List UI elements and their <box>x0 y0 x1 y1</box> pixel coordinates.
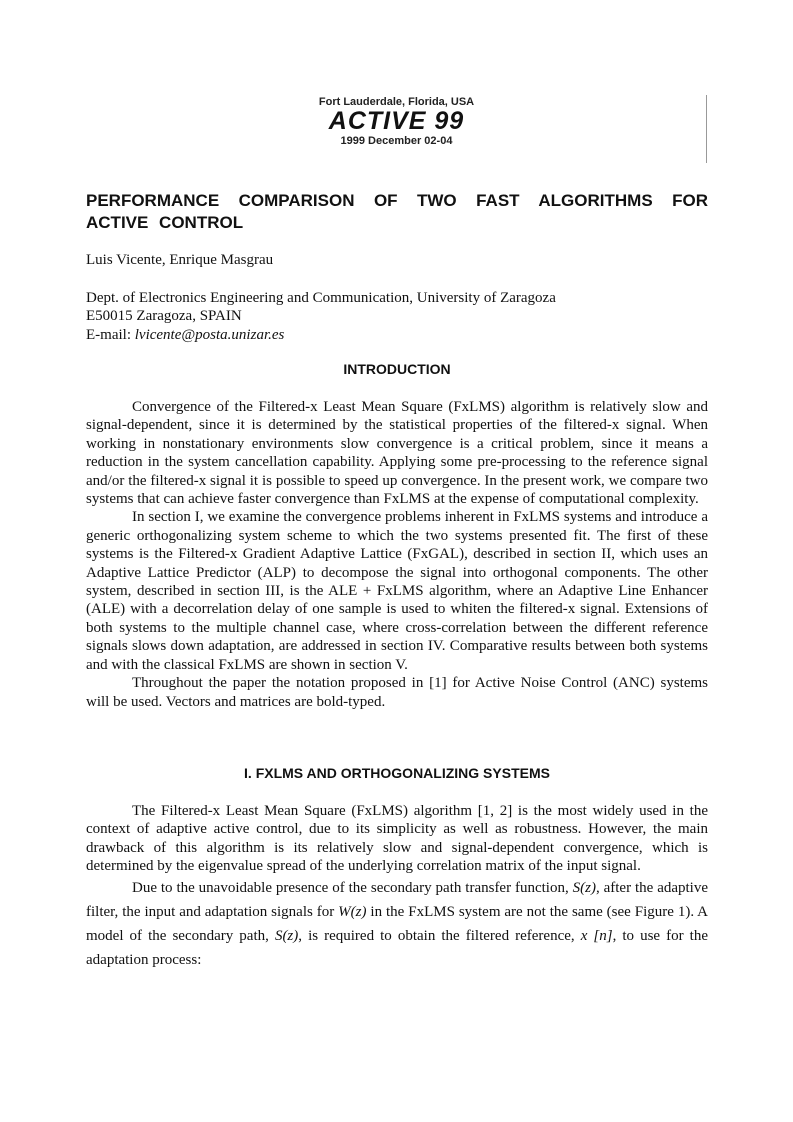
paper-title: PERFORMANCE COMPARISON OF TWO FAST ALGORITHMS FOR ACTIVE CONTROL <box>86 191 708 232</box>
affiliation-email <box>86 326 556 344</box>
affiliation-block <box>86 289 556 344</box>
secondary-path-symbol: S(z) <box>572 879 596 896</box>
section-1-paragraph-1: The Filtered-x Least Mean Square (FxLMS) algorithm [1, 2] is the most widely used in the context of adaptive active control, due to its simplicity as well as robustness. However, the main drawback of this algorithm is its relatively slow and signal-dependent convergence, which is determined by the eigenvalue spread of the underlying correlation matrix of the input signal. <box>86 803 708 875</box>
introduction-heading: INTRODUCTION <box>343 361 451 377</box>
intro-paragraph-3: Throughout the paper the notation proposed in [1] for Active Noise Control (ANC) systems will be used. Vectors and matrices are bold-typed. <box>86 675 708 710</box>
section-1-paragraph-2 <box>86 876 708 972</box>
p2-text-b: , after the adaptive filter, the input and adaptation signals for <box>86 879 709 920</box>
p2-text-c: in the FxLMS system are not the same (see Figure 1). A model of the secondary path, <box>86 903 708 944</box>
email-label: E-mail: <box>86 326 135 343</box>
affiliation-dept: Dept. of Electronics Engineering and Communication, University of Zaragoza <box>86 290 556 306</box>
section-1-body <box>86 802 708 972</box>
conference-name: ACTIVE 99 <box>328 107 465 135</box>
secondary-path-model-symbol: S(z) <box>274 927 299 944</box>
email-address[interactable]: lvicente@posta.unizar.es <box>134 326 285 343</box>
affiliation-city: E50015 Zaragoza, SPAIN <box>86 308 242 325</box>
filtered-reference-symbol: x [n] <box>580 927 613 944</box>
intro-paragraph-2: In section I, we examine the convergence problems inherent in FxLMS systems and introduce a generic orthogonalizing system scheme to which the two systems presented fit. The first of these systems is the Filtered-x Gradient Adaptive Lattice (FxGAL), described in section II, which uses an Adaptive Lattice Predictor (ALP) to decompose the signal into orthogonal components. The other system, described in section III, is the ALE + FxLMS algorithm, where an Adaptive Line Enhancer (ALE) with a decorrelation delay of one sample is used to whiten the filtered-x signal. Extensions of both systems to the multiple channel case, where cross-correlation between the different reference signals slows down adaptation, are addressed in section IV. Comparative results between both systems and with the classical FxLMS are shown in section V. <box>86 509 708 673</box>
introduction-body <box>86 398 708 711</box>
header-divider <box>706 95 707 163</box>
p2-text-a: Due to the unavoidable presence of the secondary path transfer function, <box>132 879 573 896</box>
paper-authors: Luis Vicente, Enrique Masgrau <box>86 252 274 268</box>
p2-text-e: , to use for the adaptation process: <box>86 927 708 968</box>
p2-text-d: , is required to obtain the filtered reference, <box>298 927 581 944</box>
conference-location: Fort Lauderdale, Florida, USA <box>318 96 475 108</box>
section-1-heading: I. FXLMS AND ORTHOGONALIZING SYSTEMS <box>244 765 550 781</box>
adaptive-filter-symbol: W(z) <box>338 903 367 920</box>
intro-paragraph-1: Convergence of the Filtered-x Least Mean Square (FxLMS) algorithm is relatively slow and signal-dependent, since it is determined by the statistical properties of the filtered-x signal. When working in nonstationary environments slow convergence is a critical problem, since it means a reduction in the system cancellation capability. Applying some pre-processing to the reference signal and/or the filtered-x signal it is possible to speed up convergence. In the present work, we compare two systems that can achieve faster convergence than FxLMS at the expense of computational complexity. <box>86 399 708 508</box>
conference-dates: 1999 December 02-04 <box>340 135 453 147</box>
